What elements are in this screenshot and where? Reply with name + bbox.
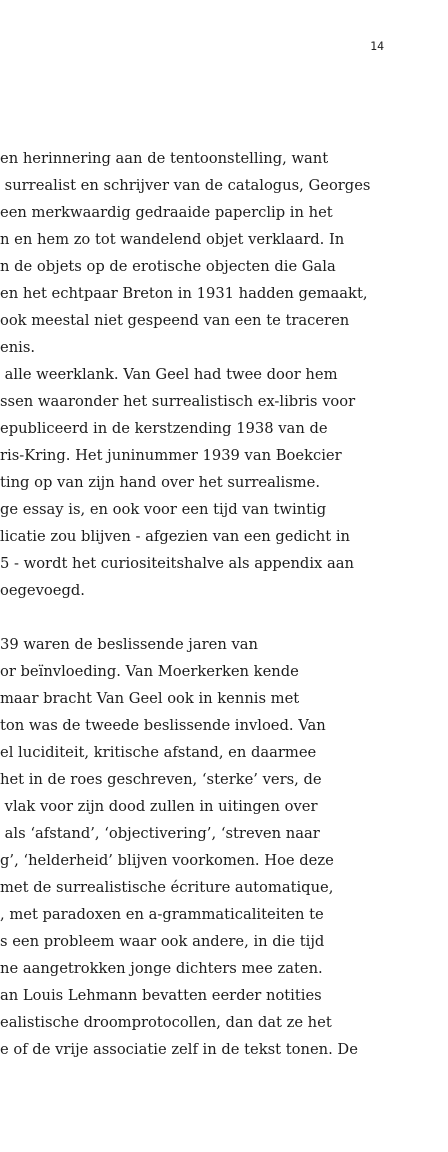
- text-line: surrealist en schrijver van de catalogus, Georges: [0, 177, 371, 194]
- text-line: s een probleem waar ook andere, in die tijd: [0, 933, 325, 950]
- text-line: en het echtpaar Breton in 1931 hadden gemaakt,: [0, 285, 368, 302]
- text-line: , met paradoxen en a-grammaticaliteiten te: [0, 906, 324, 923]
- body-text: [0, 145, 448, 1063]
- text-line: ealistische droomprotocollen, dan dat ze het: [0, 1014, 332, 1031]
- text-line: alle weerklank. Van Geel had twee door hem: [0, 366, 338, 383]
- text-line: el luciditeit, kritische afstand, en daarmee: [0, 744, 317, 761]
- text-line: een merkwaardig gedraaide paperclip in het: [0, 204, 333, 221]
- text-line: an Louis Lehmann bevatten eerder notities: [0, 987, 322, 1004]
- text-line: n en hem zo tot wandelend objet verklaard. In: [0, 231, 345, 248]
- text-line: e of de vrije associatie zelf in de tekst tonen. De: [0, 1041, 358, 1058]
- text-line: maar bracht Van Geel ook in kennis met: [0, 690, 300, 707]
- text-line: 5 - wordt het curiositeitshalve als appendix aan: [0, 555, 354, 572]
- paragraph-3: [0, 631, 448, 1063]
- page-number: 14: [370, 39, 384, 53]
- text-line: 39 waren de beslissende jaren van: [0, 636, 258, 653]
- text-line: epubliceerd in de kerstzending 1938 van de: [0, 420, 328, 437]
- paragraph-gap: [0, 604, 448, 631]
- text-line: ton was de tweede beslissende invloed. Van: [0, 717, 326, 734]
- text-line: g’, ‘helderheid’ blijven voorkomen. Hoe deze: [0, 852, 334, 869]
- text-line: oegevoegd.: [0, 582, 85, 599]
- text-line: als ‘afstand’, ‘objectivering’, ‘streven naar: [0, 825, 320, 842]
- text-line: het in de roes geschreven, ‘sterke’ vers, de: [0, 771, 322, 788]
- text-line: ssen waaronder het surrealistisch ex-libris voor: [0, 393, 356, 410]
- text-line: ook meestal niet gespeend van een te traceren: [0, 312, 350, 329]
- text-line: ge essay is, en ook voor een tijd van twintig: [0, 501, 327, 518]
- text-line: met de surrealistische écriture automatique,: [0, 879, 334, 896]
- paragraph-1: [0, 145, 448, 361]
- text-line: vlak voor zijn dood zullen in uitingen over: [0, 798, 318, 815]
- text-line: n de objets op de erotische objecten die Gala: [0, 258, 336, 275]
- text-line: or beïnvloeding. Van Moerkerken kende: [0, 663, 299, 680]
- text-line: enis.: [0, 339, 36, 356]
- text-line: ting op van zijn hand over het surrealisme.: [0, 474, 321, 491]
- text-line: licatie zou blijven - afgezien van een gedicht in: [0, 528, 350, 545]
- text-line: ne aangetrokken jonge dichters mee zaten.: [0, 960, 323, 977]
- text-line: en herinnering aan de tentoonstelling, want: [0, 150, 329, 167]
- paragraph-2: [0, 361, 448, 604]
- text-line: ris-Kring. Het juninummer 1939 van Boekcier: [0, 447, 342, 464]
